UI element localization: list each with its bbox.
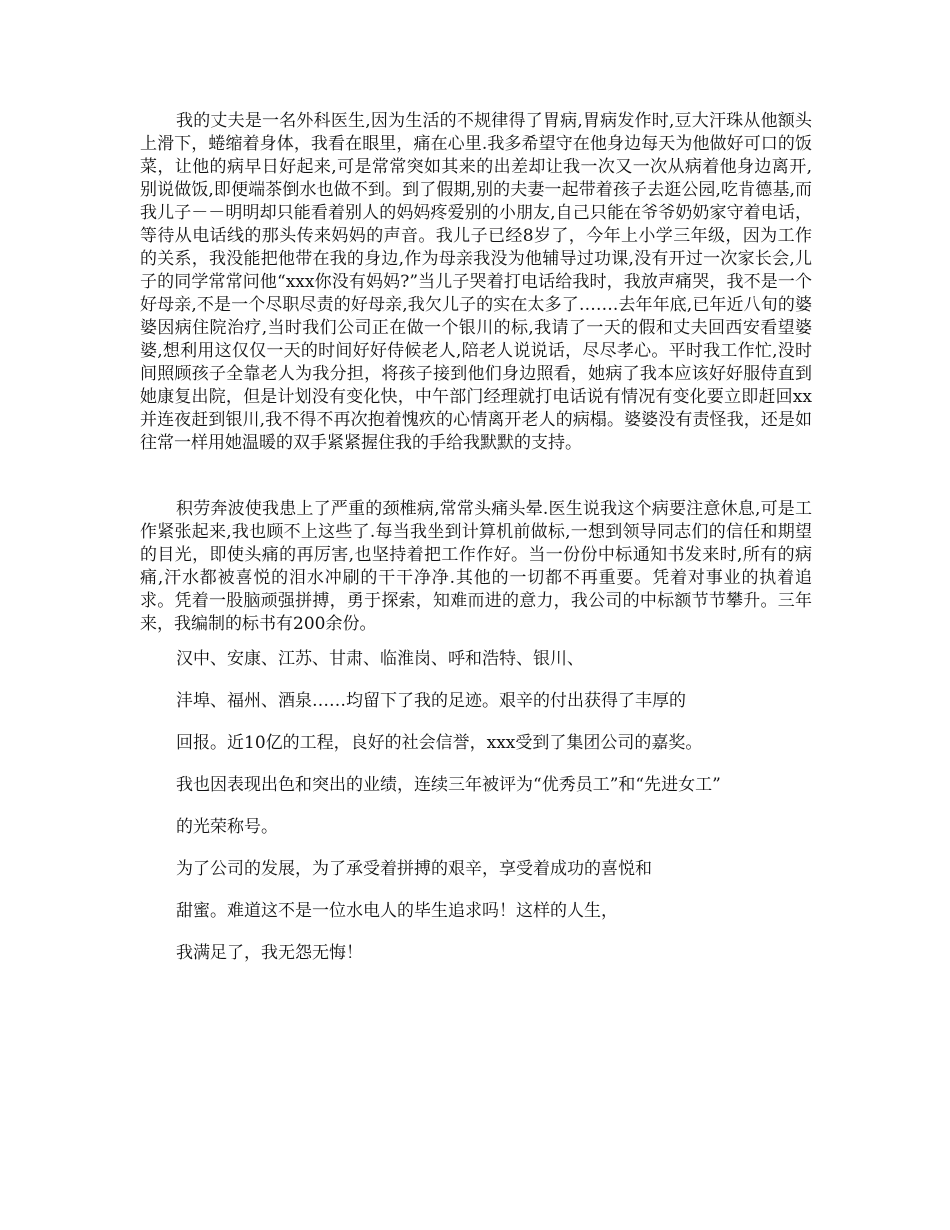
text-line: 汉中、安康、江苏、甘肃、临淮岗、呼和浩特、银川、 bbox=[176, 649, 584, 669]
text-line: 沣埠、福州、酒泉……均留下了我的足迹。艰辛的付出获得了丰厚的 bbox=[176, 691, 686, 711]
text-line: 的光荣称号。 bbox=[176, 817, 278, 837]
text-line: 甜蜜。难道这不是一位水电人的毕生追求吗！这样的人生， bbox=[176, 901, 618, 921]
paragraph-work-dedication: 积劳奔波使我患上了严重的颈椎病,常常头痛头晕.医生说我这个病要注意休息,可是工作紧张起来,我也顾不上这些了.每当我坐到计算机前做标,一想到领导同志们的信任和期望的目光，即使头痛的再厉害,也坚持着把工作作好。当一份份中标通知书发来时,所有的病痛,汗水都被喜悦的泪水冲刷的干干净净.其他的一切都不再重要。凭着对事业的执着追求。凭着一股脑顽强拼搏，勇于探索，知难而进的意力，我公司的中标额节节攀升。三年来，我编制的标书有200余份。 bbox=[140, 499, 812, 634]
text-line: 为了公司的发展，为了承受着拼搏的艰辛，享受着成功的喜悦和 bbox=[176, 859, 652, 879]
text-line: 我满足了，我无怨无悔！ bbox=[176, 943, 363, 963]
text-line: 回报。近10亿的工程，良好的社会信誉，xxx受到了集团公司的嘉奖。 bbox=[176, 733, 703, 753]
text-line: 我也因表现出色和突出的业绩，连续三年被评为“优秀员工”和“先进女工” bbox=[176, 775, 721, 795]
paragraph-husband-son-mother-in-law: 我的丈夫是一名外科医生,因为生活的不规律得了胃病,胃病发作时,豆大汗珠从他额头上滑下，蜷缩着身体，我看在眼里，痛在心里.我多希望守在他身边每天为他做好可口的饭菜，让他的病早日好起来,可是常常突如其来的出差却让我一次又一次从病着他身边离开,别说做饭,即便端茶倒水也做不到。到了假期,别的夫妻一起带着孩子去逛公园,吃肯德基,而我儿子－－明明却只能看着别人的妈妈疼爱别的小朋友,自己只能在爷爷奶奶家守着电话，等待从电话线的那头传来妈妈的声音。我儿子已经8岁了，今年上小学三年级，因为工作的关系，我没能把他带在我的身边,作为母亲我没为他辅导过功课,没有开过一次家长会,儿子的同学常常问他“xxx你没有妈妈?”当儿子哭着打电话给我时，我放声痛哭，我不是一个好母亲,不是一个尽职尽责的好母亲,我欠儿子的实在太多了…….去年年底,已年近八旬的婆婆因病住院治疗,当时我们公司正在做一个银川的标,我请了一天的假和丈夫回西安看望婆婆,想利用这仅仅一天的时间好好侍候老人,陪老人说说话，尽尽孝心。平时我工作忙,没时间照顾孩子全靠老人为我分担，将孩子接到他们身边照看，她病了我本应该好好服侍直到她康复出院，但是计划没有变化快，中午部门经理就打电话说有情况有变化要立即赶回xx并连夜赶到银川,我不得不再次抱着愧疚的心情离开老人的病榻。婆婆没有责怪我，还是如往常一样用她温暖的双手紧紧握住我的手给我默默的支持。 bbox=[140, 111, 812, 453]
